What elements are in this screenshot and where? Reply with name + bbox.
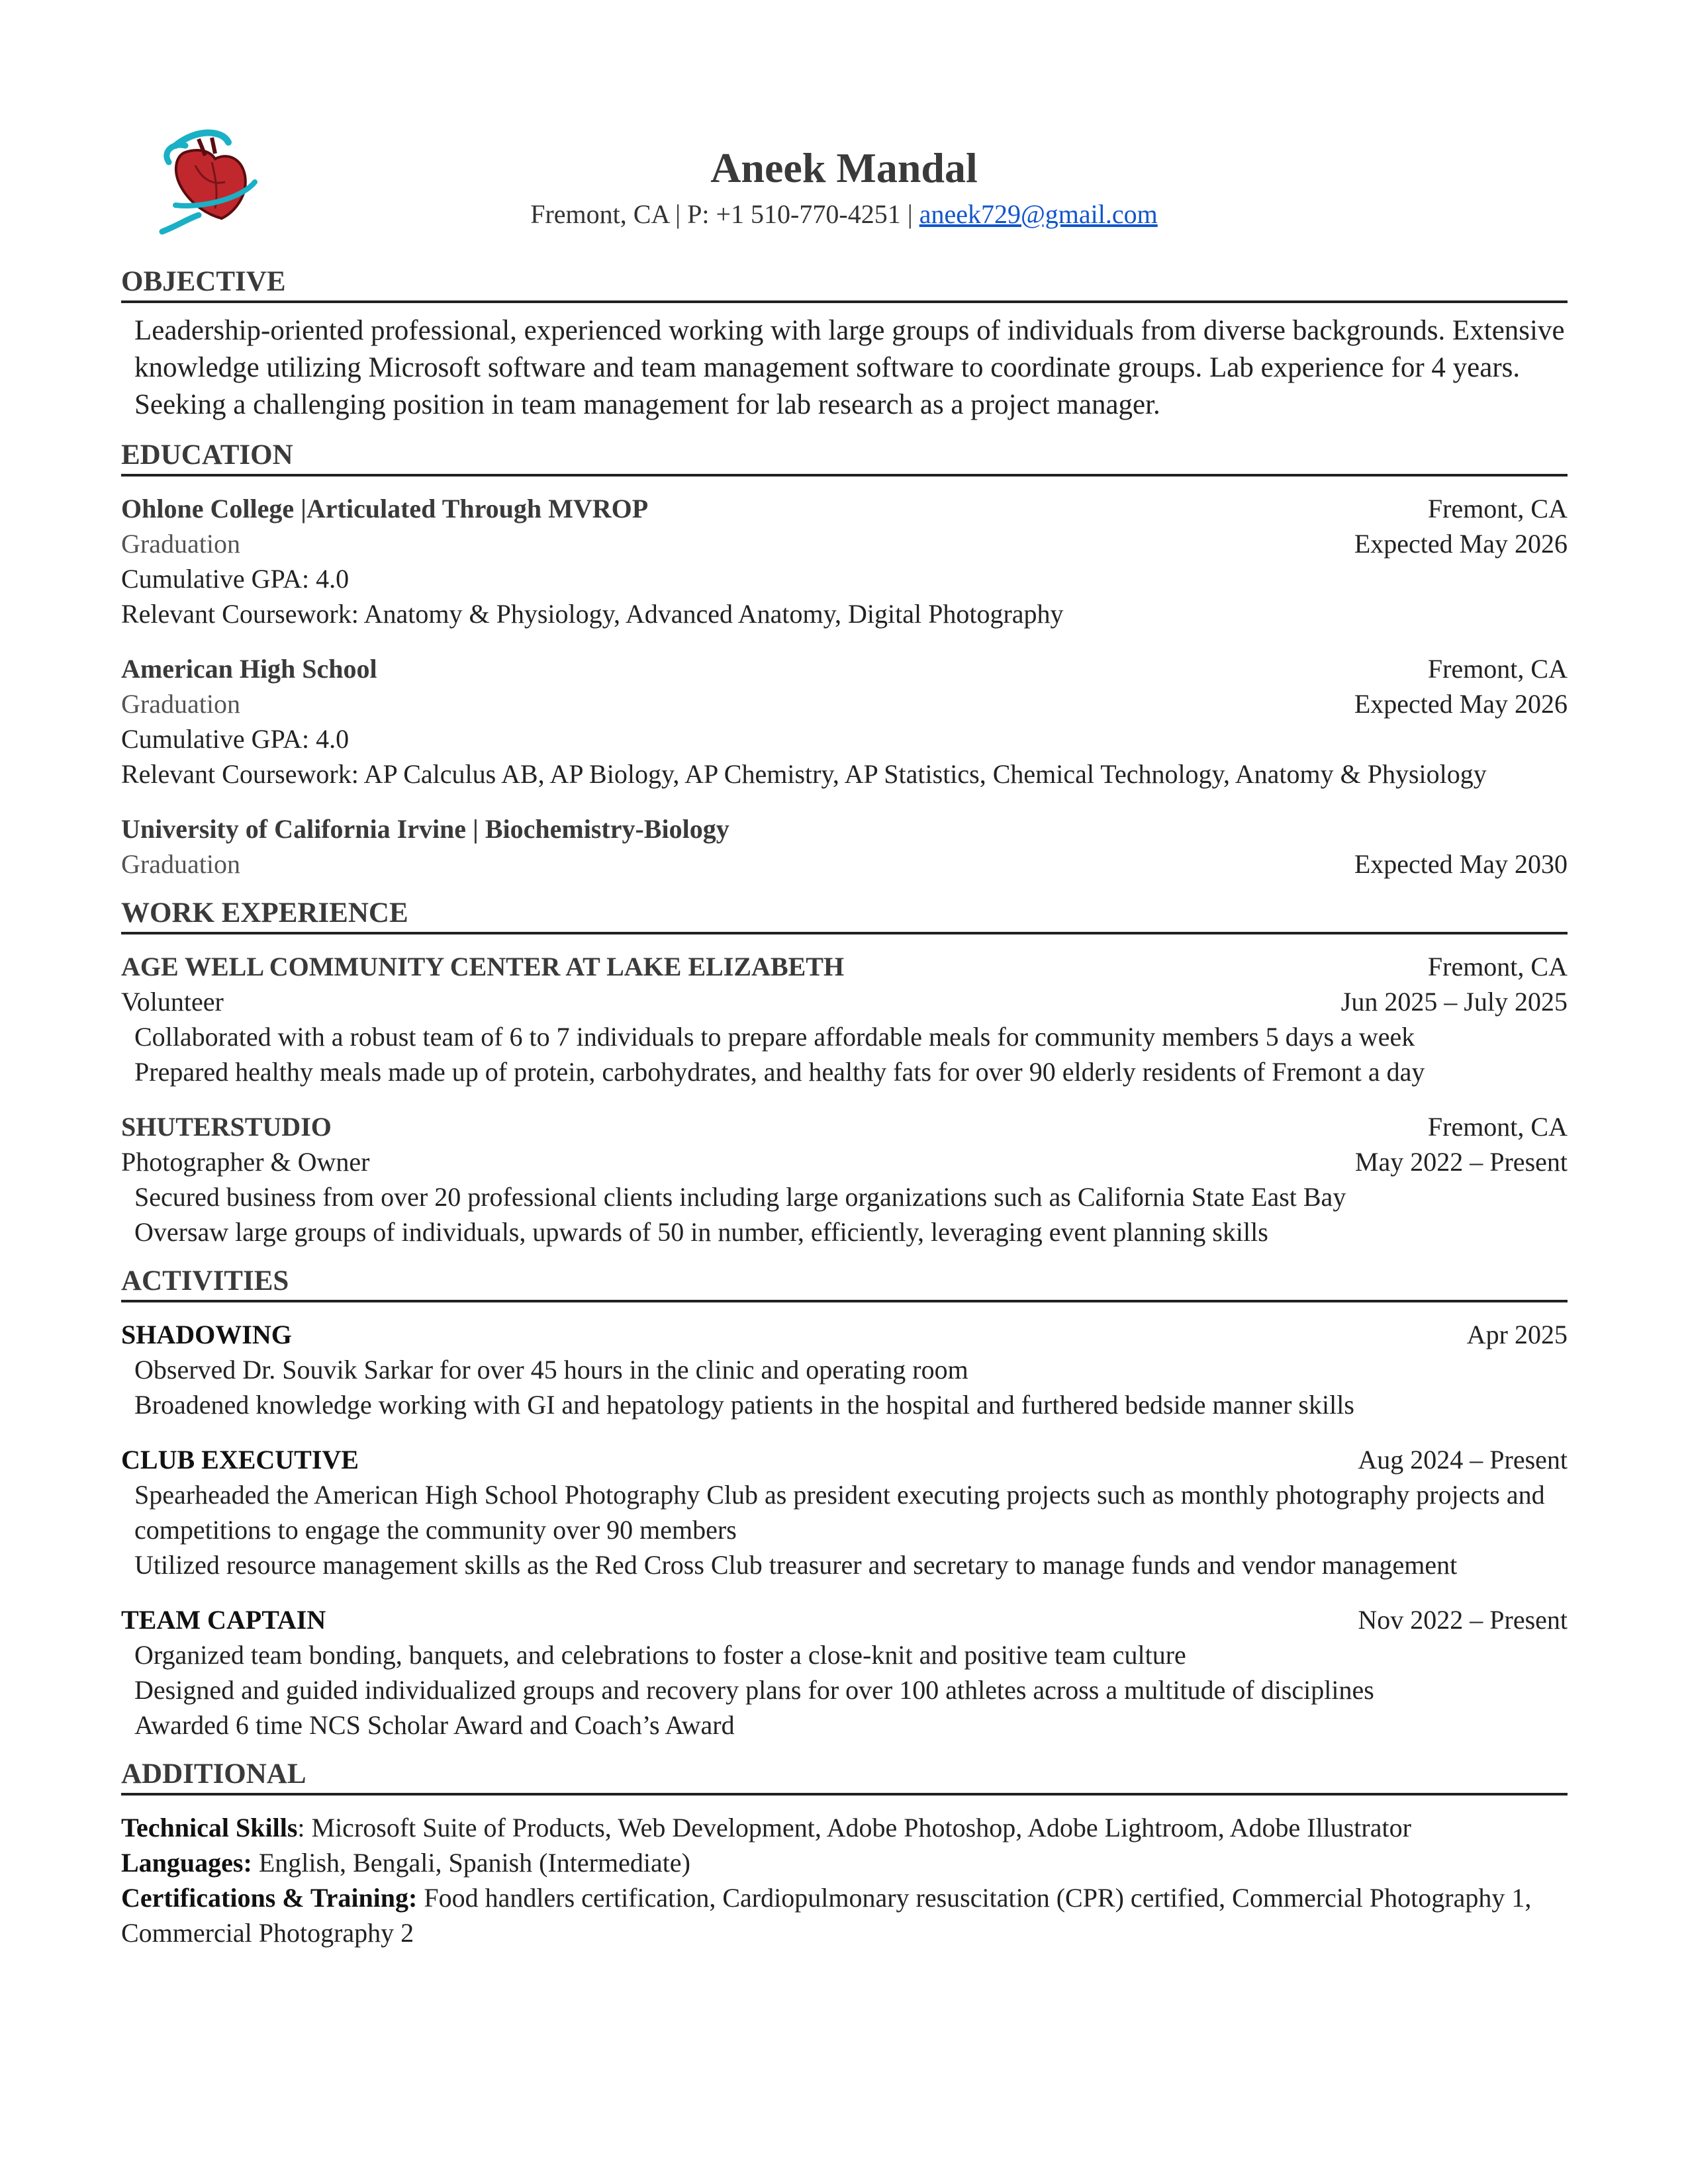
- additional-block: [121, 1810, 1568, 1950]
- technical-skills-text: : Microsoft Suite of Products, Web Development, Adobe Photoshop, Adobe Lightroom, Adobe Illustrator: [297, 1813, 1411, 1843]
- certifications-label: Certifications & Training:: [121, 1883, 418, 1913]
- work-bullet: Prepared healthy meals made up of protein, carbohydrates, and healthy fats for over 90 elderly residents of Fremont a day: [134, 1057, 1425, 1087]
- job-dates: May 2022 – Present: [1354, 1147, 1568, 1177]
- work-heading: WORK EXPERIENCE: [121, 896, 1568, 934]
- activity-bullet: Spearheaded the American High School Photography Club as president executing projects such as monthly photography projects and competitions to engage the community over 90 members: [134, 1480, 1545, 1545]
- work-bullet: Oversaw large groups of individuals, upwards of 50 in number, efficiently, leveraging event planning skills: [134, 1217, 1268, 1247]
- activity-bullet: Observed Dr. Souvik Sarkar for over 45 hours in the clinic and operating room: [134, 1355, 968, 1385]
- additional-heading: ADDITIONAL: [121, 1757, 1568, 1796]
- school-location: Fremont, CA: [1427, 654, 1568, 684]
- technical-skills-label: Technical Skills: [121, 1813, 298, 1843]
- graduation-date: Expected May 2030: [1354, 849, 1568, 879]
- gpa: Cumulative GPA: 4.0: [121, 724, 350, 754]
- objective-text: Leadership-oriented professional, experienced working with large groups of individuals from diverse backgrounds. Extensive knowledge utilizing Microsoft software and team management software to coordinate groups. Lab experience for 4 years. Seeking a challenging position in team management for lab research as a project manager.: [134, 315, 1565, 420]
- coursework: Relevant Coursework: Anatomy & Physiology, Advanced Anatomy, Digital Photography: [121, 599, 1064, 629]
- activity-dates: Aug 2024 – Present: [1358, 1445, 1568, 1475]
- certifications: [121, 1880, 1568, 1950]
- activity-bullet: Designed and guided individualized groups and recovery plans for over 100 athletes across a multitude of disciplines: [134, 1675, 1374, 1705]
- job-dates: Jun 2025 – July 2025: [1340, 987, 1568, 1017]
- activity-bullet: Broadened knowledge working with GI and hepatology patients in the hospital and furthered bedside manner skills: [134, 1390, 1354, 1420]
- languages: [121, 1845, 1568, 1880]
- school-name: Ohlone College |Articulated Through MVROP: [121, 494, 649, 523]
- job-role: Volunteer: [121, 987, 224, 1017]
- work-bullet: Collaborated with a robust team of 6 to 7 individuals to prepare affordable meals for community members 5 days a week: [134, 1022, 1415, 1052]
- coursework: Relevant Coursework: AP Calculus AB, AP Biology, AP Chemistry, AP Statistics, Chemical Technology, Anatomy & Physiology: [121, 759, 1487, 789]
- candidate-name: Aneek Mandal: [710, 144, 978, 191]
- technical-skills: [121, 1810, 1568, 1845]
- activity-name: CLUB EXECUTIVE: [121, 1445, 359, 1475]
- employer-location: Fremont, CA: [1427, 1112, 1568, 1142]
- work-bullet: Secured business from over 20 professional clients including large organizations such as California State East Bay: [134, 1182, 1346, 1212]
- certifications-text: Food handlers certification, Cardiopulmonary resuscitation (CPR) certified, Commercial Photography 1, Commercial Photography 2: [121, 1883, 1532, 1948]
- graduation-label: Graduation: [121, 849, 240, 879]
- employer-name: SHUTERSTUDIO: [121, 1112, 332, 1142]
- activity-bullet: Utilized resource management skills as the Red Cross Club treasurer and secretary to manage funds and vendor management: [134, 1550, 1458, 1580]
- resume-body: [121, 265, 1568, 1950]
- activity-entry: [121, 1317, 1568, 1422]
- graduation-label: Graduation: [121, 689, 240, 719]
- activity-entry: [121, 1442, 1568, 1582]
- education-entry: [121, 811, 1568, 882]
- education-entry: [121, 651, 1568, 792]
- activity-entry: [121, 1602, 1568, 1743]
- job-role: Photographer & Owner: [121, 1147, 370, 1177]
- activity-name: TEAM CAPTAIN: [121, 1605, 326, 1635]
- resume-header: [0, 140, 1688, 233]
- email-link[interactable]: aneek729@gmail.com: [919, 199, 1158, 229]
- activity-dates: Apr 2025: [1466, 1320, 1568, 1349]
- objective-heading: OBJECTIVE: [121, 265, 1568, 303]
- graduation-label: Graduation: [121, 529, 240, 559]
- contact-details: Fremont, CA | P: +1 510-770-4251 |: [530, 199, 919, 229]
- activity-dates: Nov 2022 – Present: [1358, 1605, 1568, 1635]
- activities-heading: ACTIVITIES: [121, 1264, 1568, 1302]
- activity-bullet: Organized team bonding, banquets, and celebrations to foster a close-knit and positive team culture: [134, 1640, 1186, 1670]
- employer-location: Fremont, CA: [1427, 952, 1568, 981]
- languages-text: English, Bengali, Spanish (Intermediate): [252, 1848, 690, 1878]
- activity-bullet: Awarded 6 time NCS Scholar Award and Coach’s Award: [134, 1710, 735, 1740]
- education-entry: [121, 491, 1568, 631]
- work-entry: [121, 1109, 1568, 1250]
- languages-label: Languages:: [121, 1848, 252, 1878]
- education-heading: EDUCATION: [121, 438, 1568, 477]
- graduation-date: Expected May 2026: [1354, 529, 1568, 559]
- employer-name: AGE WELL COMMUNITY CENTER AT LAKE ELIZABETH: [121, 952, 845, 981]
- contact-line: [0, 196, 1688, 233]
- school-location: Fremont, CA: [1427, 494, 1568, 523]
- activity-name: SHADOWING: [121, 1320, 292, 1349]
- gpa: Cumulative GPA: 4.0: [121, 564, 350, 594]
- school-name: University of California Irvine | Biochemistry-Biology: [121, 814, 729, 844]
- work-entry: [121, 949, 1568, 1089]
- graduation-date: Expected May 2026: [1354, 689, 1568, 719]
- school-name: American High School: [121, 654, 377, 684]
